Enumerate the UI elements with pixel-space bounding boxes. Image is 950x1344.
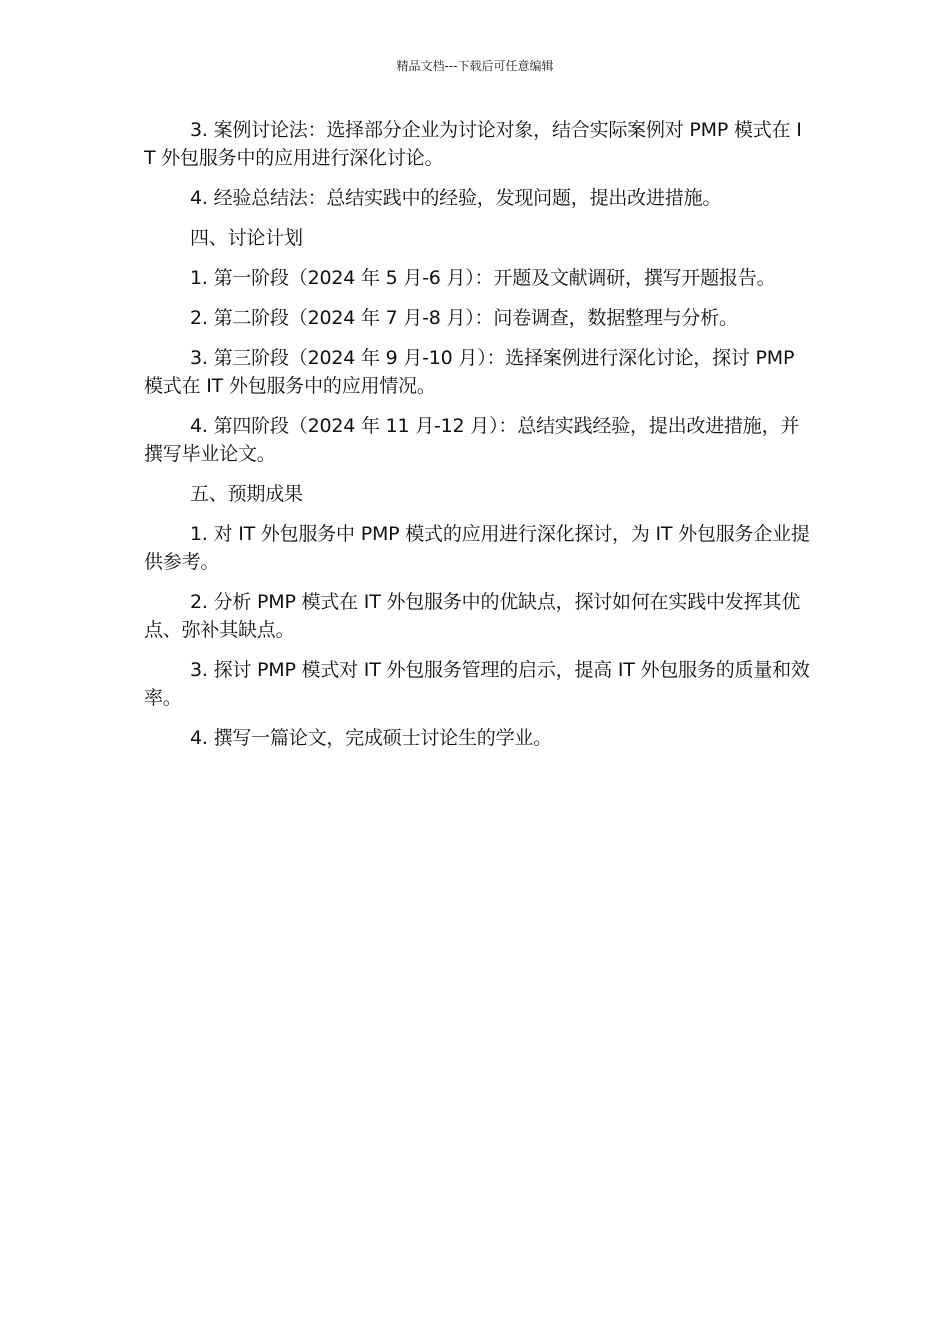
plan-stage-4: 4. 第四阶段（2024 年 11 月-12 月）：总结实践经验，提出改进措施，并撰写毕业论文。 <box>144 415 800 465</box>
plan-stage-2: 2. 第二阶段（2024 年 7 月-8 月）：问卷调查，数据整理与分析。 <box>190 307 738 329</box>
expected-result-3: 3. 探讨 PMP 模式对 IT 外包服务管理的启示，提高 IT 外包服务的质量和效率。 <box>144 659 810 709</box>
section-heading-expected-results: 五、预期成果 <box>190 483 303 505</box>
method-case-discussion: 3. 案例讨论法：选择部分企业为讨论对象，结合实际案例对 PMP 模式在 IT 外包服务中的应用进行深化讨论。 <box>144 119 802 169</box>
page-header: 精品文档---下载后可任意编辑 <box>396 59 554 73</box>
section-heading-plan: 四、讨论计划 <box>190 227 303 249</box>
plan-stage-3: 3. 第三阶段（2024 年 9 月-10 月）：选择案例进行深化讨论，探讨 PMP 模式在 IT 外包服务中的应用情况。 <box>144 347 795 397</box>
expected-result-4: 4. 撰写一篇论文，完成硕士讨论生的学业。 <box>190 727 552 749</box>
expected-result-2: 2. 分析 PMP 模式在 IT 外包服务中的优缺点，探讨如何在实践中发挥其优点、弥补其缺点。 <box>144 591 801 641</box>
plan-stage-1: 1. 第一阶段（2024 年 5 月-6 月）：开题及文献调研，撰写开题报告。 <box>190 267 776 289</box>
document-body <box>144 116 810 764</box>
method-experience-summary: 4. 经验总结法：总结实践中的经验，发现问题，提出改进措施。 <box>190 187 722 209</box>
expected-result-1: 1. 对 IT 外包服务中 PMP 模式的应用进行深化探讨，为 IT 外包服务企业提供参考。 <box>144 523 810 573</box>
